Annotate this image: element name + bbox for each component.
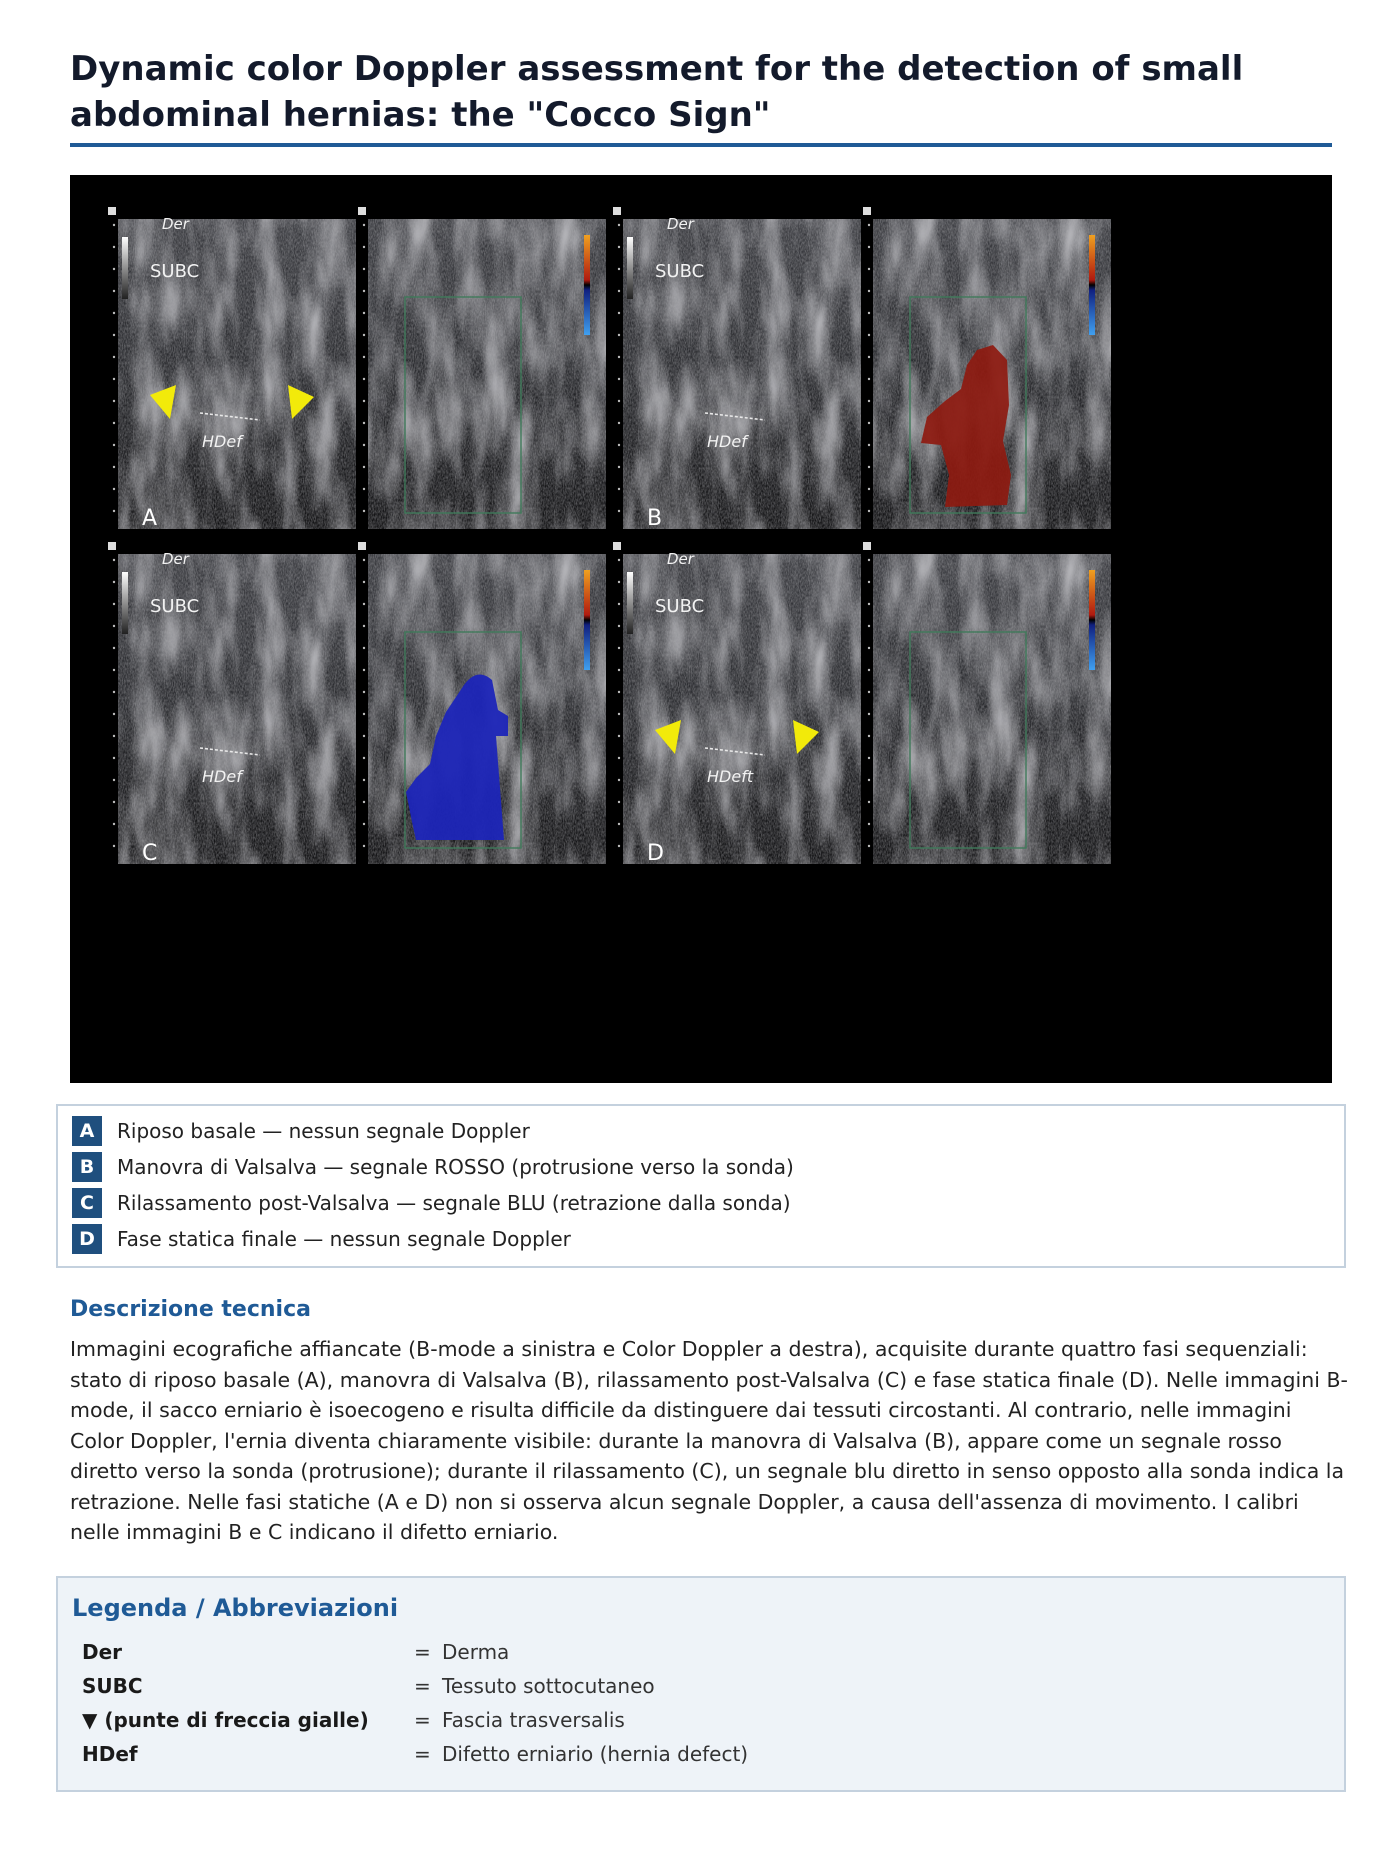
speckle-texture [368, 219, 606, 529]
depth-tick [618, 334, 620, 336]
grayscale-bar [627, 572, 633, 634]
color-scale-bar [1089, 235, 1095, 335]
depth-tick [363, 400, 365, 402]
depth-tick [618, 356, 620, 358]
speckle-texture [873, 554, 1111, 864]
depth-tick [868, 779, 870, 781]
depth-tick [113, 400, 115, 402]
depth-tick [363, 823, 365, 825]
panel-letter: B [647, 506, 663, 531]
der-label: Der [667, 550, 694, 568]
depth-tick [113, 691, 115, 693]
abbreviation-definition: Difetto erniario (hernia defect) [442, 1742, 749, 1766]
grayscale-bar [122, 237, 128, 299]
depth-tick [618, 757, 620, 759]
depth-tick [868, 466, 870, 468]
abbreviation-row [58, 1674, 1344, 1708]
depth-tick [618, 691, 620, 693]
depth-tick [618, 444, 620, 446]
depth-tick [113, 246, 115, 248]
legend-text: Fase statica finale — nessun segnale Doppler [117, 1227, 571, 1251]
depth-tick [363, 466, 365, 468]
t-marker-icon [613, 207, 621, 215]
depth-tick [363, 581, 365, 583]
depth-tick [113, 625, 115, 627]
depth-tick [363, 691, 365, 693]
depth-tick [868, 845, 870, 847]
color-scale-bar [584, 235, 590, 335]
depth-tick [363, 224, 365, 226]
depth-tick [363, 735, 365, 737]
depth-tick [868, 268, 870, 270]
depth-tick [868, 625, 870, 627]
depth-tick [618, 779, 620, 781]
color-scale-bar [1089, 570, 1095, 670]
t-marker-icon [108, 207, 116, 215]
depth-tick [113, 647, 115, 649]
hdef-label: HDef [707, 432, 747, 451]
depth-tick [363, 356, 365, 358]
legend-badge: D [72, 1224, 102, 1254]
depth-tick [618, 510, 620, 512]
depth-tick [113, 312, 115, 314]
depth-tick [113, 823, 115, 825]
depth-tick [618, 224, 620, 226]
hdef-label: HDeft [707, 767, 754, 786]
depth-tick [868, 422, 870, 424]
t-marker-icon [108, 542, 116, 550]
depth-tick [113, 581, 115, 583]
depth-tick [618, 559, 620, 561]
depth-tick [363, 312, 365, 314]
depth-tick [113, 735, 115, 737]
depth-tick [113, 757, 115, 759]
hdef-label: HDef [202, 767, 242, 786]
depth-tick [618, 801, 620, 803]
legend-item-c [72, 1188, 791, 1218]
depth-tick [113, 378, 115, 380]
ultrasound-figure [70, 175, 1332, 1083]
depth-tick [113, 845, 115, 847]
abbreviation-row [58, 1640, 1344, 1674]
depth-tick [868, 356, 870, 358]
depth-tick [113, 713, 115, 715]
depth-tick [618, 466, 620, 468]
t-marker-icon [358, 207, 366, 215]
depth-tick [363, 444, 365, 446]
depth-tick [113, 669, 115, 671]
depth-tick [113, 559, 115, 561]
depth-tick [868, 559, 870, 561]
depth-tick [363, 422, 365, 424]
depth-tick [618, 581, 620, 583]
depth-tick [363, 625, 365, 627]
depth-tick [113, 268, 115, 270]
depth-tick [868, 757, 870, 759]
panel-letter: A [142, 506, 158, 531]
depth-tick [868, 378, 870, 380]
t-marker-icon [863, 542, 871, 550]
panel-letter: C [142, 841, 158, 866]
depth-tick [113, 356, 115, 358]
depth-tick [363, 845, 365, 847]
der-label: Der [162, 215, 189, 233]
legend-text: Riposo basale — nessun segnale Doppler [117, 1119, 530, 1143]
hdef-label: HDef [202, 432, 242, 451]
depth-tick [868, 669, 870, 671]
depth-tick [868, 334, 870, 336]
depth-tick [113, 801, 115, 803]
depth-tick [363, 669, 365, 671]
abbreviation-term: ▼ (punte di freccia gialle) [82, 1708, 369, 1732]
depth-tick [363, 757, 365, 759]
depth-tick [618, 312, 620, 314]
abbreviation-definition: Fascia trasversalis [442, 1708, 625, 1732]
depth-tick [363, 779, 365, 781]
depth-tick [363, 603, 365, 605]
depth-tick [618, 400, 620, 402]
depth-tick [618, 713, 620, 715]
depth-tick [363, 378, 365, 380]
panel-c [108, 542, 606, 866]
legend-text: Manovra di Valsalva — segnale ROSSO (protrusione verso la sonda) [117, 1155, 794, 1179]
depth-tick [113, 779, 115, 781]
abbreviation-eq: = [414, 1708, 431, 1732]
ultrasound-composite [70, 175, 1332, 1083]
abbreviation-row [58, 1742, 1344, 1776]
abbreviations-heading: Legenda / Abbreviazioni [72, 1594, 399, 1622]
depth-tick [868, 603, 870, 605]
depth-tick [618, 268, 620, 270]
depth-tick [868, 400, 870, 402]
depth-tick [618, 845, 620, 847]
legend-badge: C [72, 1188, 102, 1218]
depth-tick [113, 603, 115, 605]
depth-tick [868, 312, 870, 314]
panel-a [108, 207, 606, 531]
depth-tick [868, 224, 870, 226]
depth-tick [113, 224, 115, 226]
depth-tick [618, 378, 620, 380]
depth-tick [113, 488, 115, 490]
der-label: Der [667, 215, 694, 233]
depth-tick [363, 488, 365, 490]
legend-badge: A [72, 1116, 102, 1146]
depth-tick [113, 510, 115, 512]
depth-tick [868, 691, 870, 693]
t-marker-icon [358, 542, 366, 550]
depth-tick [618, 823, 620, 825]
page-title: Dynamic color Doppler assessment for the detection of small abdominal hernias: the "Cocco Sign" [70, 49, 1244, 135]
depth-tick [868, 246, 870, 248]
depth-tick [868, 290, 870, 292]
depth-tick [113, 422, 115, 424]
panel-letter: D [647, 841, 664, 866]
depth-tick [363, 334, 365, 336]
depth-tick [868, 581, 870, 583]
abbreviation-term: Der [82, 1640, 123, 1664]
depth-tick [618, 290, 620, 292]
depth-tick [363, 647, 365, 649]
depth-tick [113, 290, 115, 292]
depth-tick [363, 713, 365, 715]
legend-item-d [72, 1224, 571, 1254]
depth-tick [868, 647, 870, 649]
legend-text: Rilassamento post-Valsalva — segnale BLU (retrazione dalla sonda) [117, 1191, 791, 1215]
depth-tick [618, 735, 620, 737]
legend-badge: B [72, 1152, 102, 1182]
depth-tick [618, 603, 620, 605]
depth-tick [618, 488, 620, 490]
depth-tick [363, 246, 365, 248]
depth-tick [618, 246, 620, 248]
depth-tick [363, 510, 365, 512]
depth-tick [868, 444, 870, 446]
abbreviation-row [58, 1708, 1344, 1742]
legend-item-b [72, 1152, 794, 1182]
depth-tick [618, 625, 620, 627]
depth-tick [363, 559, 365, 561]
depth-tick [363, 268, 365, 270]
depth-tick [868, 510, 870, 512]
grayscale-bar [627, 237, 633, 299]
description-body: Immagini ecografiche affiancate (B-mode a sinistra e Color Doppler a destra), acquisite durante quattro fasi sequenziali: stato di riposo basale (A), manovra di Valsalva (B), rilassamento post-Valsalva (C) e fase statica finale (D). Nelle immagini B-mode, il sacco erniario è isoecogeno e risulta difficile da distinguere dai tessuti circostanti. Al contrario, nelle immagini Color Doppler, l'ernia diventa chiaramente visibile: durante la manovra di Valsalva (B), appare come un segnale rosso diretto verso la sonda (protrusione); durante il rilassamento (C), un segnale blu diretto in senso opposto alla sonda indica la retrazione. Nelle fasi statiche (A e D) non si osserva alcun segnale Doppler, a causa dell'assenza di movimento. I calibri nelle immagini B e C indicano il difetto erniario. [70, 1337, 1348, 1544]
description-heading: Descrizione tecnica [70, 1297, 311, 1322]
color-scale-bar [584, 570, 590, 670]
depth-tick [363, 801, 365, 803]
subc-label: SUBC [655, 596, 705, 617]
abbreviation-eq: = [414, 1742, 431, 1766]
abbreviation-term: HDef [82, 1742, 138, 1766]
subc-label: SUBC [150, 261, 200, 282]
depth-tick [868, 823, 870, 825]
abbreviation-eq: = [414, 1640, 431, 1664]
abbreviations-box [56, 1576, 1346, 1792]
depth-tick [618, 422, 620, 424]
der-label: Der [162, 550, 189, 568]
depth-tick [113, 466, 115, 468]
grayscale-bar [122, 572, 128, 634]
depth-tick [618, 669, 620, 671]
subc-label: SUBC [150, 596, 200, 617]
depth-tick [113, 444, 115, 446]
subc-label: SUBC [655, 261, 705, 282]
depth-tick [363, 290, 365, 292]
depth-tick [868, 488, 870, 490]
abbreviation-eq: = [414, 1674, 431, 1698]
abbreviation-definition: Tessuto sottocutaneo [442, 1674, 655, 1698]
t-marker-icon [613, 542, 621, 550]
panel-d [613, 542, 1111, 866]
title-divider [70, 143, 1332, 147]
abbreviation-definition: Derma [442, 1640, 510, 1664]
panel-legend [56, 1104, 1346, 1268]
legend-item-a [72, 1116, 530, 1146]
depth-tick [113, 334, 115, 336]
abbreviation-term: SUBC [82, 1674, 143, 1698]
depth-tick [618, 647, 620, 649]
depth-tick [868, 735, 870, 737]
panel-b [613, 207, 1111, 531]
depth-tick [868, 713, 870, 715]
depth-tick [868, 801, 870, 803]
t-marker-icon [863, 207, 871, 215]
